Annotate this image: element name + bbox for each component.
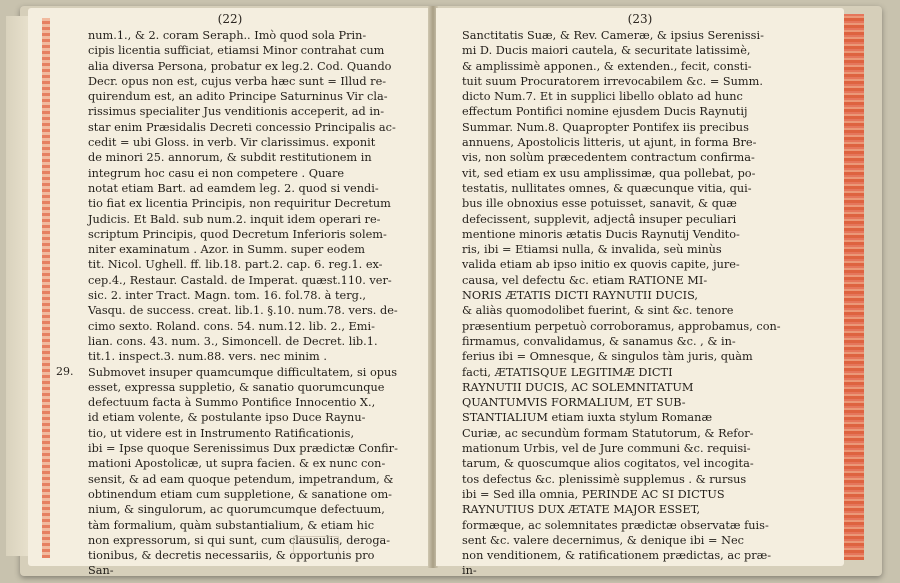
text-line: lian. cons. 43. num. 3., Simoncell. de Decret. lib.1. — [88, 334, 378, 348]
text-line: & amplissimè apponen., & extenden., fecit, consti- — [462, 59, 752, 73]
text-line: niter examinatum . Azor. in Summ. super eodem — [88, 243, 365, 257]
text-line: bus ille obnoxius esse potuisset, sanavit, & quæ — [462, 197, 737, 211]
text-line: tàm formalium, quàm substantialium, & etiam hic — [88, 518, 375, 532]
text-line: notat etiam Bart. ad eamdem leg. 2. quod si vendi- — [88, 181, 379, 195]
text-line: esset, expressa suppletio, & sanatio quorumcunque — [88, 380, 385, 394]
text-line: tio fiat ex licentia Principis, non requiritur Decretum — [88, 197, 391, 211]
red-page-edges — [844, 14, 864, 560]
text-line: tit.1. inspect.3. num.88. vers. nec minim . — [88, 350, 327, 364]
text-line: defectuum facta à Summo Pontifice Innocentio X., — [88, 396, 376, 410]
text-line: RAYNUTII DUCIS, AC SOLEMNITATUM — [462, 380, 694, 394]
text-line: tio, ut videre est in Instrumento Ratificationis, — [88, 426, 355, 440]
text-line: NORIS ÆTATIS DICTI RAYNUTII DUCIS, — [462, 289, 699, 303]
text-line: effectum Pontifici nomine ejusdem Ducis Raynutij — [462, 105, 748, 119]
text-line: valida etiam ab ipso initio ex quovis capite, jure- — [462, 258, 740, 272]
text-line: de minori 25. annorum, & subdit restitutionem in — [88, 151, 372, 165]
text-line: obtinendum etiam cum suppletione, & sanatione om- — [88, 487, 392, 501]
text-line: tionibus, & decretis necessariis, & opportunis pro — [88, 549, 375, 563]
text-line: quirendum est, an adito Principe Saturninus Vir cla- — [88, 90, 388, 104]
text-line: causa, vel defectu &c. etiam RATIONE MI- — [462, 273, 708, 287]
text-line: num.1., & 2. coram Seraph.. Imò quod sola Prin- — [88, 29, 367, 42]
text-line: sic. 2. inter Tract. Magn. tom. 16. fol.78. à terg., — [88, 289, 367, 303]
text-line: cep.4., Restaur. Castald. de Imperat. quæst.110. ver- — [88, 273, 392, 287]
text-line: Curiæ, ac secundùm formam Statutorum, & Refor- — [462, 426, 754, 440]
text-line: ferius ibi = Omnesque, & singulos tàm juris, quàm — [462, 350, 753, 364]
text-line: rissimus specialiter Jus venditionis acceperit, ad in- — [88, 105, 385, 119]
text-line: firmamus, convalidamus, & sanamus &c. , & in- — [462, 334, 736, 348]
text-line: Summar. Num.8. Quapropter Pontifex iis precibus — [462, 120, 749, 134]
text-line: mationum Urbis, vel de Jure communi &c. requisi- — [462, 442, 751, 456]
text-line: STANTIALIUM etiam iuxta stylum Romanæ — [462, 411, 713, 425]
text-line: Vasqu. de success. creat. lib.1. §.10. num.78. vers. de- — [88, 304, 398, 318]
text-line: tarum, & quoscumque alios cogitatos, vel incogita- — [462, 457, 754, 471]
text-line: ibi = Ipse quoque Serenissimus Dux prædictæ Confir- — [88, 442, 398, 456]
text-line: cimo sexto. Roland. cons. 54. num.12. lib. 2., Emi- — [88, 319, 375, 333]
text-line: non venditionem, & ratificationem prædictas, ac præ- — [462, 549, 772, 563]
text-line: in- — [462, 564, 477, 578]
text-line: integrum hoc casu ei non competere . Quare — [88, 166, 345, 180]
text-line: scriptum Principis, quod Decretum Inferioris solem- — [88, 227, 387, 241]
text-line: testatis, nullitates omnes, & quæcunque vitia, qui- — [462, 181, 752, 195]
right-page-number: (23) — [627, 12, 653, 26]
text-line: tit. Nicol. Ughell. ff. lib.18. part.2. cap. 6. reg.1. ex- — [88, 258, 383, 272]
right-page — [436, 8, 844, 578]
text-line: tuit suum Procuratorem irrevocabilem &c. = Summ. — [462, 74, 763, 88]
text-line: vis, non solùm præcedentem contractum confirma- — [462, 151, 755, 165]
text-line: Sanctitatis Suæ, & Rev. Cameræ, & ipsius Serenissi- — [462, 29, 764, 42]
text-line: annuens, Apostolicis litteris, ut ajunt, in forma Bre- — [462, 136, 757, 150]
text-line: id etiam volente, & postulante ipso Duce Raynu- — [88, 411, 366, 425]
text-line: San- — [88, 564, 114, 578]
text-line: sensit, & ad eam quoque petendum, impetrandum, & — [88, 472, 394, 486]
text-line: formæque, ac solemnitates prædictæ observatæ fuis- — [462, 518, 769, 532]
text-line: tos defectus &c. plenissimè supplemus . & rursus — [462, 472, 747, 486]
text-line: Submovet insuper quamcumque difficultatem, si opus — [88, 365, 398, 379]
margin-paragraph-number: 29. — [56, 365, 74, 378]
text-line: sent &c. valere decernimus, & denique ibi = Nec — [462, 533, 744, 547]
text-line: dicto Num.7. Et in supplici libello oblato ad hunc — [462, 90, 743, 104]
text-line: Judicis. Et Bald. sub num.2. inquit idem operari re- — [88, 212, 381, 226]
text-line: facti, ÆTATISQUE LEGITIMÆ DICTI — [462, 365, 673, 379]
text-line: alia diversa Persona, probatur ex leg.2. Cod. Quando — [88, 59, 392, 73]
text-line: vit, sed etiam ex usu amplissimæ, qua pollebat, po- — [462, 166, 756, 180]
text-line: non expressorum, si qui sunt, cum clausulis, deroga- — [88, 533, 391, 547]
text-line: nium, & singulorum, ac quorumcumque defectuum, — [88, 503, 385, 517]
text-line: & aliàs quomodolibet fuerint, & sint &c. tenore — [462, 304, 734, 318]
text-line: star enim Præsidalis Decreti concessio Principalis ac- — [88, 120, 396, 134]
text-line: cipis licentia sufficiat, etiamsi Minor contrahat cum — [88, 44, 385, 58]
text-line: RAYNUTIUS DUX ÆTATE MAJOR ESSET, — [462, 503, 701, 517]
text-line: cedit = ubi Gloss. in verb. Vir clarissimus. exponit — [88, 136, 376, 150]
left-page — [28, 8, 432, 578]
text-line: mi D. Ducis maiori cautela, & securitate latissimè, — [462, 44, 751, 58]
text-line: defecissent, supplevit, adjectâ insuper peculiari — [462, 212, 737, 226]
text-line: ibi = Sed illa omnia, PERINDE AC SI DICTUS — [462, 487, 725, 501]
left-red-edge — [42, 18, 50, 558]
text-line: ris, ibi = Etiamsi nulla, & invalida, seù minùs — [462, 243, 722, 257]
right-page-text — [462, 28, 781, 579]
left-page-number: (22) — [217, 12, 243, 26]
library-stamp — [293, 536, 339, 554]
left-page-text — [88, 28, 398, 579]
text-line: mationi Apostolicæ, ut supra facien. & ex nunc con- — [88, 457, 386, 471]
text-line: mentione minoris ætatis Ducis Raynutij Vendito- — [462, 227, 740, 241]
text-line: Decr. opus non est, cujus verba hæc sunt = Illud re- — [88, 74, 387, 88]
text-line: præsentium perpetuò corroboramus, approbamus, con- — [462, 319, 781, 333]
text-line: QUANTUMVIS FORMALIUM, ET SUB- — [462, 396, 686, 410]
